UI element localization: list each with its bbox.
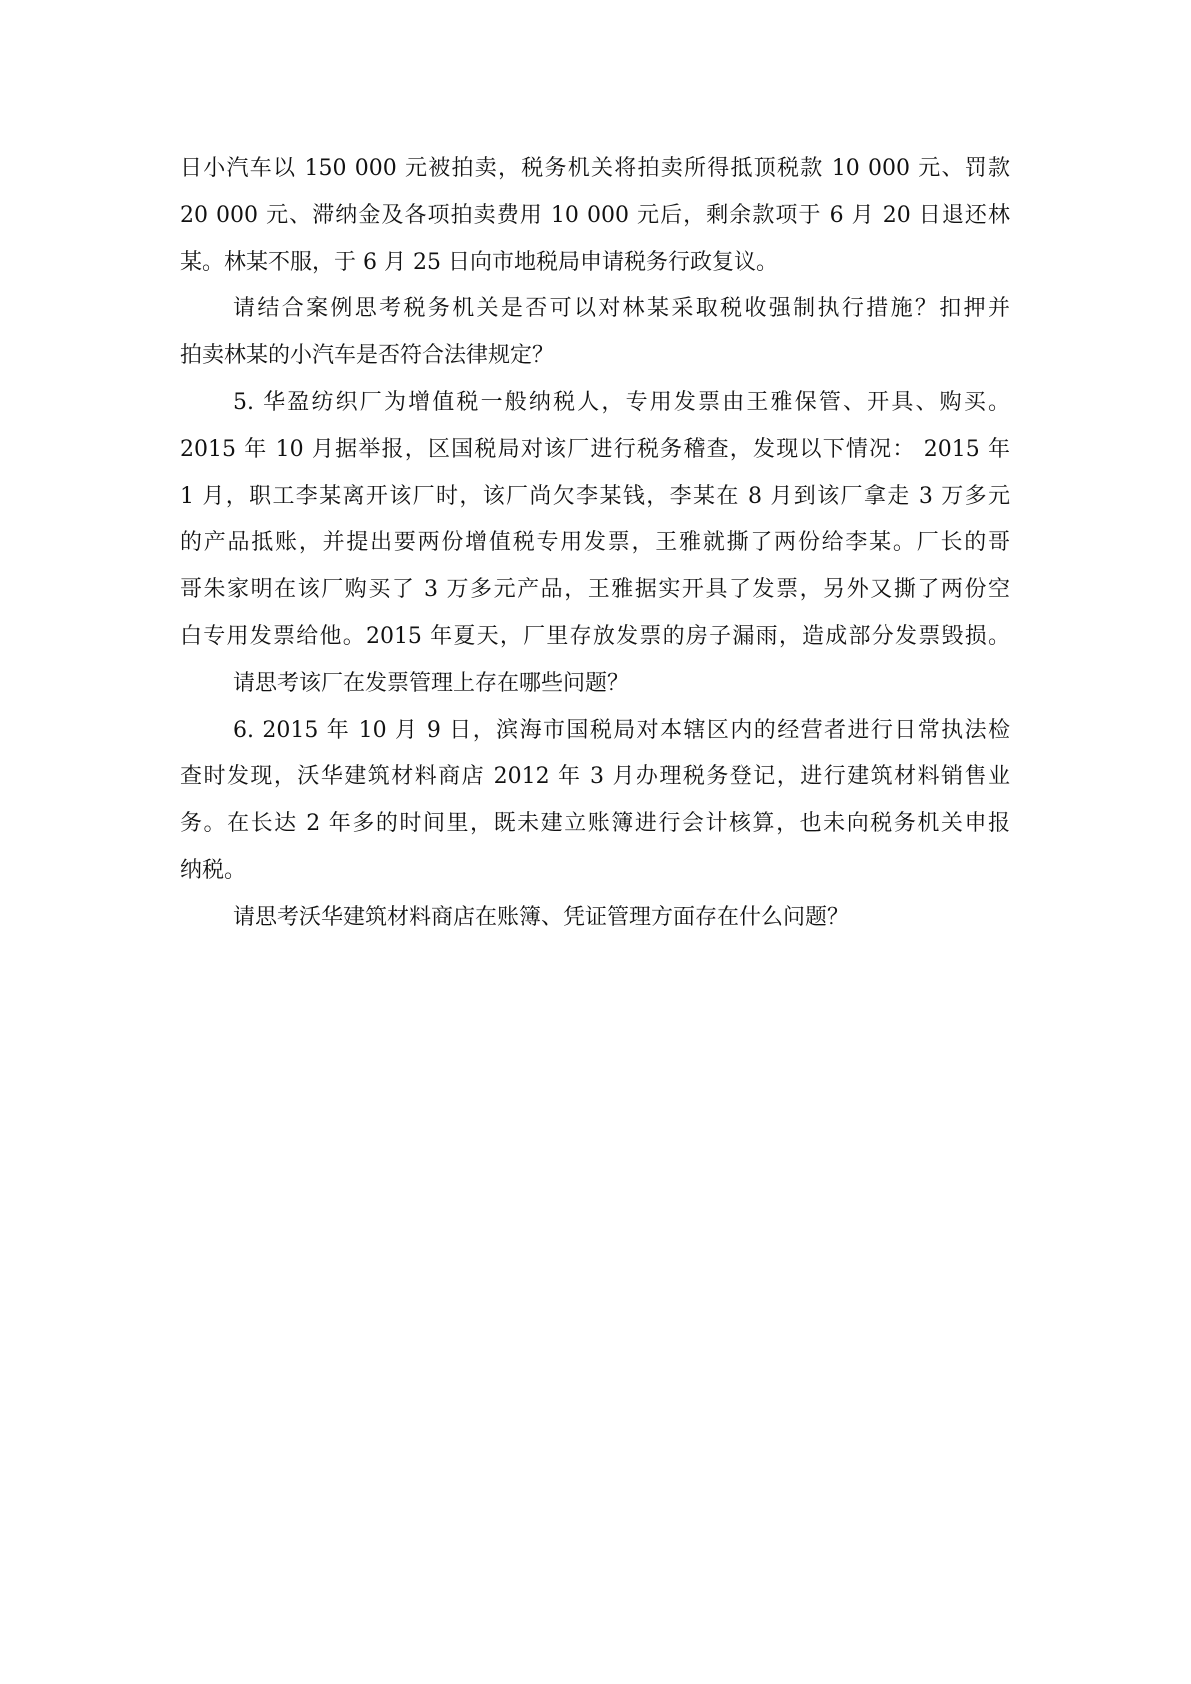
text-line: 的产品抵账，并提出要两份增值税专用发票，王雅就撕了两份给李某。厂长的哥 xyxy=(180,530,1010,556)
text-line: 5. 华盈纺织厂为增值税一般纳税人，专用发票由王雅保管、开具、购买。 xyxy=(233,389,1010,415)
text-line: 20 000 元、滞纳金及各项拍卖费用 10 000 元后，剩余款项于 6 月 20 日退还林 xyxy=(180,202,1010,228)
text-line: 务。在长达 2 年多的时间里，既未建立账簿进行会计核算，也未向税务机关申报 xyxy=(180,811,1010,837)
text-line: 1 月，职工李某离开该厂时，该厂尚欠李某钱，李某在 8 月到该厂拿走 3 万多元 xyxy=(180,483,1010,509)
text-line: 查时发现，沃华建筑材料商店 2012 年 3 月办理税务登记，进行建筑材料销售业 xyxy=(180,764,1010,790)
text-line: 拍卖林某的小汽车是否符合法律规定？ xyxy=(180,343,555,369)
text-line: 某。林某不服，于 6 月 25 日向市地税局申请税务行政复议。 xyxy=(180,249,778,275)
text-line: 请结合案例思考税务机关是否可以对林某采取税收强制执行措施？扣押并 xyxy=(233,296,1010,322)
text-line: 6. 2015 年 10 月 9 日，滨海市国税局对本辖区内的经营者进行日常执法检 xyxy=(233,717,1010,743)
text-line: 请思考该厂在发票管理上存在哪些问题？ xyxy=(233,670,630,696)
text-line: 白专用发票给他。2015 年夏天，厂里存放发票的房子漏雨，造成部分发票毁损。 xyxy=(180,623,1010,649)
text-line: 请思考沃华建筑材料商店在账簿、凭证管理方面存在什么问题？ xyxy=(233,904,850,930)
text-line: 纳税。 xyxy=(180,857,247,883)
text-line: 日小汽车以 150 000 元被拍卖，税务机关将拍卖所得抵顶税款 10 000 元、罚款 xyxy=(180,156,1010,181)
body-text xyxy=(180,146,1010,942)
text-line: 哥朱家明在该厂购买了 3 万多元产品，王雅据实开具了发票，另外又撕了两份空 xyxy=(180,577,1010,603)
text-line: 2015 年 10 月据举报，区国税局对该厂进行税务稽查，发现以下情况： 2015 年 xyxy=(180,436,1010,462)
